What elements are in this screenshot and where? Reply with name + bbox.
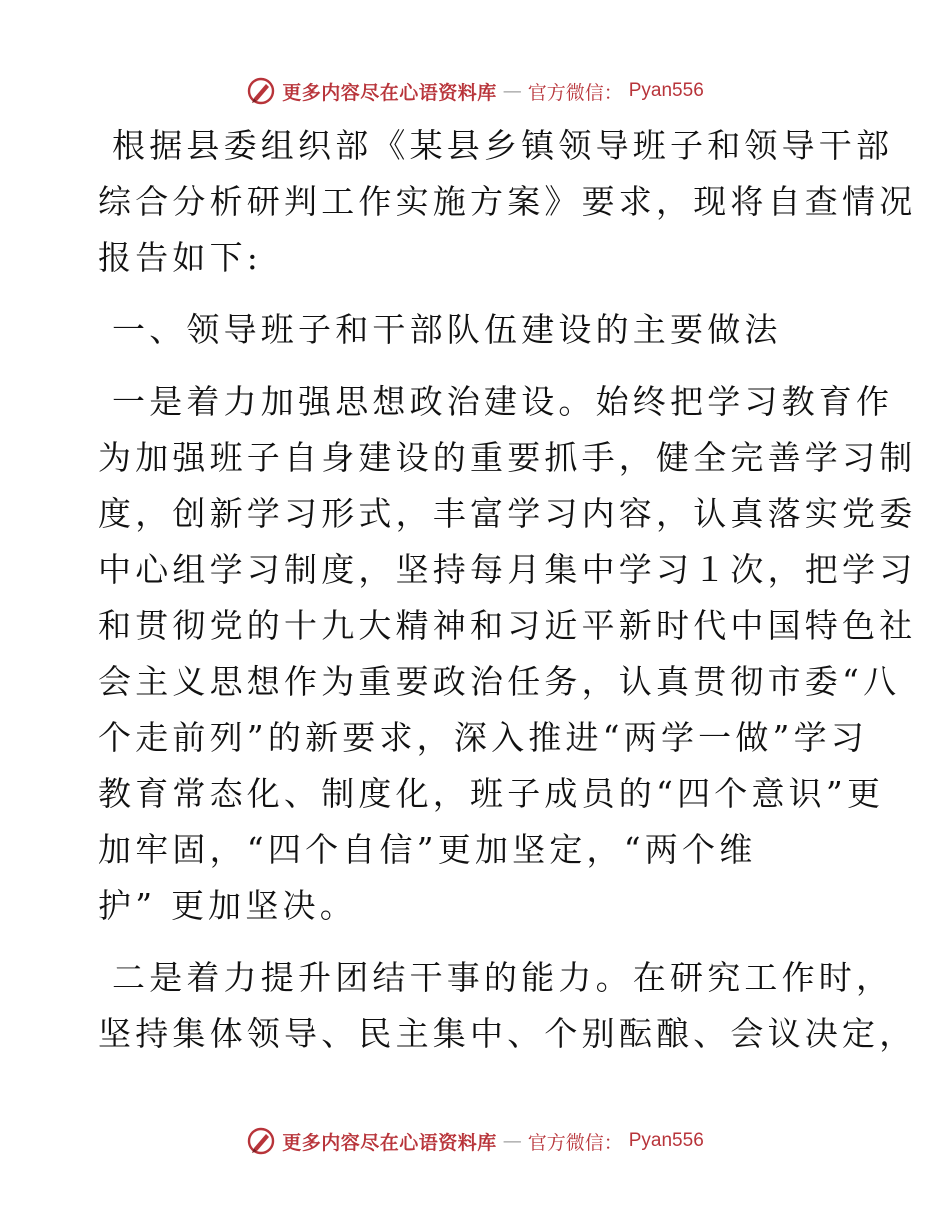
watermark-separator: —: [502, 1130, 522, 1152]
text-line: 度，创新学习形式，丰富学习内容，认真落实党委: [98, 494, 917, 533]
watermark-footer: [0, 1124, 950, 1158]
watermark-separator: —: [502, 80, 522, 102]
paragraph-ideology: [98, 374, 917, 934]
text-line: 坚持集体领导、民主集中、个别酝酿、会议决定，: [98, 1014, 917, 1053]
text-line: 报告如下:: [98, 238, 263, 277]
pen-logo-icon: [246, 76, 276, 106]
watermark-wechat-id: Pyan556: [628, 80, 704, 101]
watermark-header: [0, 74, 950, 108]
watermark-wechat-label: 官方微信：: [527, 1131, 623, 1154]
text-line: 根据县委组织部《某县乡镇领导班子和领导干部: [112, 126, 894, 165]
watermark-wechat-id: Pyan556: [628, 1130, 704, 1151]
watermark-main-text: 更多内容尽在心语资料库: [282, 1131, 497, 1154]
document-body: [98, 118, 917, 1062]
text-line: 会主义思想作为重要政治任务，认真贯彻市委“八: [98, 662, 901, 701]
text-line: 个走前列”的新要求，深入推进“两学一做”学习: [98, 718, 869, 757]
text-line: 护” 更加坚决。: [98, 886, 357, 925]
text-line: 教育常态化、制度化，班子成员的“四个意识”更: [98, 774, 885, 813]
text-line: 一是着力加强思想政治建设。始终把学习教育作: [112, 382, 894, 421]
section-heading: 一、领导班子和干部队伍建设的主要做法: [112, 310, 782, 349]
text-line: 二是着力提升团结干事的能力。在研究工作时，: [112, 958, 894, 997]
watermark-main-text: 更多内容尽在心语资料库: [282, 81, 497, 104]
text-line: 加牢固，“四个自信”更加坚定，“两个维: [98, 830, 757, 869]
watermark-wechat-label: 官方微信：: [527, 81, 623, 104]
text-line: 综合分析研判工作实施方案》要求，现将自查情况: [98, 182, 917, 221]
paragraph-unity: [98, 950, 917, 1062]
text-line: 中心组学习制度，坚持每月集中学习１次，把学习: [98, 550, 917, 589]
text-line: 为加强班子自身建设的重要抓手，健全完善学习制: [98, 438, 917, 477]
text-line: 和贯彻党的十九大精神和习近平新时代中国特色社: [98, 606, 917, 645]
pen-logo-icon: [246, 1126, 276, 1156]
paragraph-intro: [98, 118, 917, 286]
